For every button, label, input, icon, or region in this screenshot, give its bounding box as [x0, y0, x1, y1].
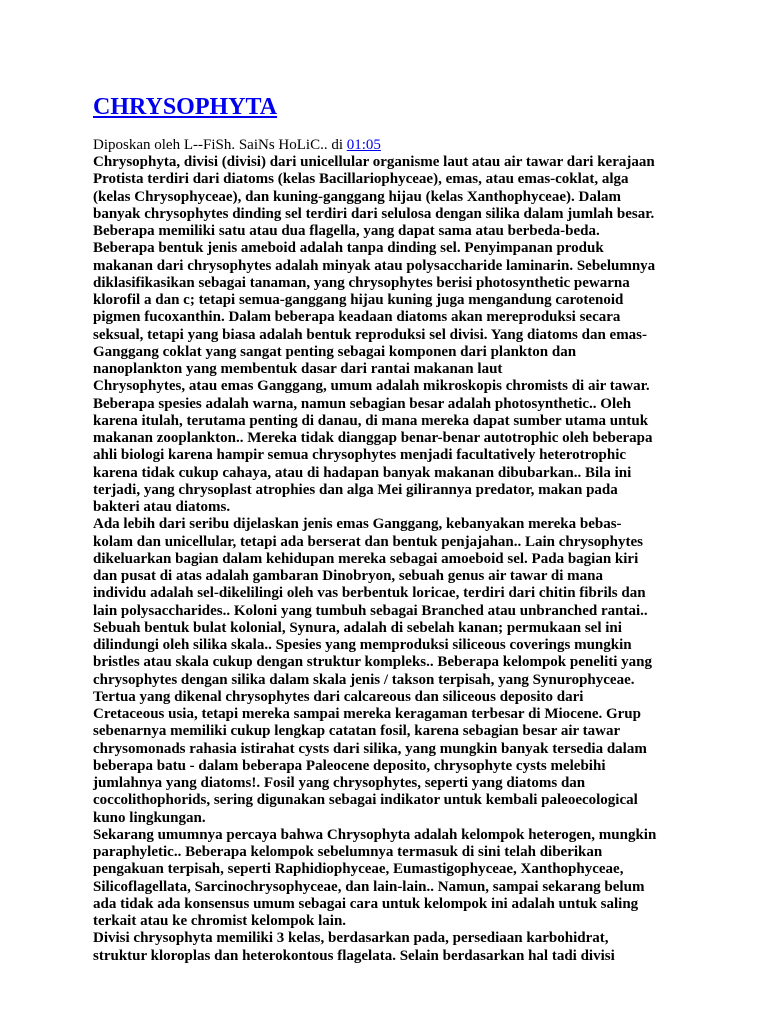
- body-line: makanan zooplankton.. Mereka tidak dianggap benar-benar autotrophic oleh beberapa: [93, 430, 653, 446]
- body-line: Sekarang umumnya percaya bahwa Chrysophyta adalah kelompok heterogen, mungkin: [93, 826, 657, 843]
- byline-author: Diposkan oleh L--FiSh. SaiNs HoLiC.. di: [93, 137, 343, 153]
- body-line: Cretaceous usia, tetapi mereka sampai mereka keragaman terbesar di Miocene. Grup: [93, 706, 641, 722]
- body-line: pigmen fucoxanthin. Dalam beberapa keadaan diatoms akan mereproduksi secara: [93, 309, 621, 326]
- body-line: individu adalah sel-dikelilingi oleh vas berbentuk loricae, terdiri dari chitin fibrils dan: [93, 585, 646, 602]
- body-line: kolam dan unicellular, tetapi ada berserat dan bentuk penjajahan.. Lain chrysophytes: [93, 533, 643, 550]
- body-line: karena tidak cukup cahaya, atau di hadapan banyak makanan dibubarkan.. Bila ini: [93, 464, 632, 481]
- body-line: klorofil a dan c; tetapi semua-ganggang hijau kuning juga mengandung carotenoid: [93, 292, 624, 308]
- body-line: Chrysophyta, divisi (divisi) dari unicellular organisme laut atau air tawar dari kerajaan: [93, 154, 655, 170]
- body-line: kuno lingkungan.: [93, 809, 206, 826]
- body-line: terjadi, yang chrysoplast atrophies dan alga Mei gilirannya predator, makan pada: [93, 481, 618, 498]
- body-line: Sebuah bentuk bulat kolonial, Synura, adalah di sebelah kanan; permukaan sel ini: [93, 619, 622, 636]
- body-line: (kelas Chrysophyceae), dan kuning-ganggang hijau (kelas Xanthophyceae). Dalam: [93, 188, 621, 205]
- body-line: lain polysaccharides.. Koloni yang tumbuh sebagai Branched atau unbranched rantai..: [93, 602, 648, 619]
- post-title[interactable]: CHRYSOPHYTA: [93, 94, 278, 120]
- body-line: Tertua yang dikenal chrysophytes dari calcareous dan siliceous deposito dari: [93, 688, 584, 705]
- body-line: Ada lebih dari seribu dijelaskan jenis emas Ganggang, kebanyakan mereka bebas-: [93, 516, 622, 533]
- body-line: seksual, tetapi yang biasa adalah bentuk reproduksi sel divisi. Yang diatoms dan emas-: [93, 326, 648, 343]
- body-line: bakteri atau diatoms.: [93, 499, 231, 515]
- body-line: karena itulah, terutama penting di danau, di mana mereka dapat sumber utama untuk: [93, 412, 649, 429]
- body-line: diklasifikasikan sebagai tanaman, yang chrysophytes berisi photosynthetic pewarna: [93, 274, 630, 291]
- body-line: jumlahnya yang diatoms!. Fosil yang chrysophytes, seperti yang diatoms dan: [93, 775, 586, 791]
- body-line: Chrysophytes, atau emas Ganggang, umum adalah mikroskopis chromists di air tawar.: [93, 378, 650, 395]
- body-line: terkait atau ke chromist kelompok lain.: [93, 913, 347, 929]
- body-line: dan pusat di atas adalah gambaran Dinobryon, sebuah genus air tawar di mana: [93, 568, 603, 584]
- body-line: paraphyletic.. Beberapa kelompok sebelumnya termasuk di sini telah diberikan: [93, 844, 603, 860]
- body-line: nanoplankton yang membentuk dasar dari rantai makanan laut: [93, 361, 503, 377]
- body-line: chrysomonads rahasia istirahat cysts dari silika, yang mungkin banyak tersedia dalam: [93, 740, 647, 757]
- post-body: [93, 154, 693, 965]
- body-line: Beberapa spesies adalah warna, namun sebagian besar adalah photosynthetic.. Oleh: [93, 395, 632, 412]
- body-line: ahli biologi karena hampir semua chrysophytes menjadi facultatively heterotrophic: [93, 447, 627, 464]
- body-line: dilindungi oleh silika skala.. Spesies yang memproduksi siliceous coverings mungkin: [93, 637, 632, 653]
- post-byline: [93, 137, 381, 154]
- body-line: chrysophytes dengan silika dalam skala jenis / takson terpisah, yang Synurophyceae.: [93, 671, 635, 688]
- body-line: Ganggang coklat yang sangat penting sebagai komponen dari plankton dan: [93, 343, 577, 360]
- body-line: beberapa batu - dalam beberapa Paleocene deposito, chrysophyte cysts melebihi: [93, 757, 606, 774]
- body-line: pengakuan terpisah, seperti Raphidiophyceae, Eumastigophyceae, Xanthophyceae,: [93, 861, 624, 878]
- body-line: Beberapa bentuk jenis ameboid adalah tanpa dinding sel. Penyimpanan produk: [93, 240, 604, 257]
- body-line: struktur kloroplas dan heterokontous flagelata. Selain berdasarkan hal tadi divisi: [93, 947, 615, 964]
- body-line: Silicoflagellata, Sarcinochrysophyceae, dan lain-lain.. Namun, sampai sekarang belum: [93, 878, 645, 895]
- body-line: banyak chrysophytes dinding sel terdiri dari selulosa dengan silika dalam jumlah besar.: [93, 205, 655, 222]
- body-line: bristles atau skala cukup dengan struktur kompleks.. Beberapa kelompok peneliti yang: [93, 654, 652, 671]
- body-line: Protista terdiri dari diatoms (kelas Bacillariophyceae), emas, atau emas-coklat, alga: [93, 171, 629, 188]
- body-line: coccolithophorids, sering digunakan sebagai indikator untuk kembali paleoecological: [93, 792, 638, 809]
- body-line: ada tidak ada konsensus umum sebagai cara untuk kelompok ini adalah untuk saling: [93, 895, 639, 912]
- body-line: Divisi chrysophyta memiliki 3 kelas, berdasarkan pada, persediaan karbohidrat,: [93, 930, 609, 947]
- body-line: makanan dari chrysophytes adalah minyak atau polysaccharide laminarin. Sebelumnya: [93, 257, 656, 274]
- body-line: Beberapa memiliki satu atau dua flagella, yang dapat sama atau berbeda-beda.: [93, 223, 600, 239]
- body-line: sebenarnya memiliki cukup lengkap catatan fosil, karena sebagian besar air tawar: [93, 723, 621, 740]
- body-line: dikeluarkan bagian dalam kehidupan mereka sebagai amoeboid sel. Pada bagian kiri: [93, 550, 639, 567]
- post-time-link[interactable]: 01:05: [346, 137, 381, 153]
